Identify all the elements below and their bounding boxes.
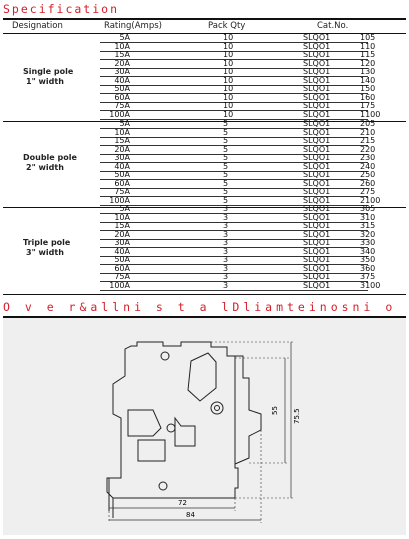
table-row <box>3 223 406 231</box>
rivet-top <box>161 352 169 360</box>
rating-cell: 50A <box>114 170 130 179</box>
rating-cell: 40A <box>114 161 130 171</box>
table-row <box>3 274 406 282</box>
pack-qty-cell: 10 <box>223 92 234 102</box>
pack-qty-cell: 10 <box>223 109 234 119</box>
dimension-drawing-panel <box>3 318 406 535</box>
group-name-line2: 2" width <box>26 163 64 172</box>
dim-label-75-5: 75.5 <box>293 408 301 424</box>
table-row <box>3 138 406 146</box>
dimensions-heading: O v e r&allni s t a lDliamteinosni o <box>3 300 397 314</box>
cat-prefix-cell: SLQO1 <box>303 41 331 51</box>
cat-number-cell: 105 <box>360 33 376 42</box>
cat-number-cell: 275 <box>360 187 376 196</box>
table-row <box>3 240 406 248</box>
toggle-outline <box>188 353 216 401</box>
col-pack-qty: Pack Qty <box>208 21 246 31</box>
table-row <box>3 103 406 111</box>
cat-number-cell: 220 <box>360 144 376 154</box>
breaker-terminal-outline <box>227 356 261 464</box>
group-name-line1: Single pole <box>23 67 74 76</box>
cat-prefix-cell: SLQO1 <box>303 187 331 196</box>
pack-qty-cell: 5 <box>223 144 229 154</box>
cat-prefix-cell: SLQO1 <box>303 204 331 213</box>
cat-number-cell: 210 <box>360 127 376 137</box>
rating-cell: 40A <box>114 75 130 85</box>
col-designation: Designation <box>12 21 63 31</box>
dim-label-72: 72 <box>178 499 187 507</box>
table-row <box>3 35 406 43</box>
cat-number-cell: 160 <box>360 92 376 102</box>
cat-number-cell: 3100 <box>360 280 381 290</box>
pack-qty-cell: 5 <box>223 136 229 145</box>
pack-qty-cell: 10 <box>223 50 234 59</box>
pack-qty-cell: 3 <box>223 212 229 222</box>
pack-qty-cell: 3 <box>223 229 229 239</box>
table-row <box>3 161 406 172</box>
cat-number-cell: 260 <box>360 178 376 188</box>
rating-cell: 75A <box>114 272 130 281</box>
cat-number-cell: 315 <box>360 221 376 230</box>
rating-cell: 60A <box>114 263 130 273</box>
table-row <box>3 75 406 86</box>
pack-qty-cell: 5 <box>223 153 229 162</box>
pack-qty-cell: 10 <box>223 75 234 85</box>
spec-top-rule <box>3 18 406 20</box>
cat-number-cell: 305 <box>360 204 376 213</box>
rating-cell: 30A <box>114 67 130 76</box>
table-row <box>3 212 406 223</box>
pack-qty-cell: 5 <box>223 161 229 171</box>
rating-cell: 20A <box>114 58 130 68</box>
row-underline-cat <box>298 290 368 291</box>
screw-right <box>211 402 223 414</box>
cat-number-cell: 120 <box>360 58 376 68</box>
pack-qty-cell: 10 <box>223 58 234 68</box>
cat-number-cell: 360 <box>360 263 376 273</box>
table-row <box>3 280 406 291</box>
table-row <box>3 86 406 94</box>
group-name-line1: Triple pole <box>23 238 71 247</box>
pack-qty-cell: 5 <box>223 170 229 179</box>
cat-prefix-cell: SLQO1 <box>303 170 331 179</box>
pack-qty-cell: 5 <box>223 195 229 205</box>
pack-qty-cell: 5 <box>223 187 229 196</box>
pack-qty-cell: 10 <box>223 33 234 42</box>
table-row <box>3 257 406 265</box>
table-row <box>3 155 406 163</box>
specification-heading: Specification <box>3 2 120 16</box>
dim-label-84: 84 <box>186 511 195 519</box>
cat-prefix-cell: SLQO1 <box>303 50 331 59</box>
table-row <box>3 69 406 77</box>
breaker-outline-drawing <box>3 318 406 535</box>
rating-cell: 10A <box>114 127 130 137</box>
pack-qty-cell: 5 <box>223 178 229 188</box>
pack-qty-cell: 10 <box>223 41 234 51</box>
pack-qty-cell: 3 <box>223 204 229 213</box>
cat-prefix-cell: SLQO1 <box>303 58 331 68</box>
cat-number-cell: 230 <box>360 153 376 162</box>
group-name-line2: 1" width <box>26 77 64 86</box>
cat-prefix-cell: SLQO1 <box>303 92 331 102</box>
cat-prefix-cell: SLQO1 <box>303 153 331 162</box>
rating-cell: 20A <box>114 144 130 154</box>
rating-cell: 100A <box>109 109 130 119</box>
cat-number-cell: 1100 <box>360 109 381 119</box>
pack-qty-cell: 3 <box>223 255 229 264</box>
pack-qty-cell: 3 <box>223 263 229 273</box>
cat-prefix-cell: SLQO1 <box>303 229 331 239</box>
cat-prefix-cell: SLQO1 <box>303 67 331 76</box>
group-name-line2: 3" width <box>26 248 64 257</box>
cat-number-cell: 240 <box>360 161 376 171</box>
rating-cell: 10A <box>114 212 130 222</box>
cat-number-cell: 250 <box>360 170 376 179</box>
table-row <box>3 109 406 120</box>
table-row <box>3 206 406 214</box>
col-cat-no: Cat.No. <box>317 21 349 31</box>
rating-cell: 60A <box>114 92 130 102</box>
rating-cell: 50A <box>114 255 130 264</box>
table-row <box>3 92 406 103</box>
cat-number-cell: 320 <box>360 229 376 239</box>
screw-right-inner <box>215 406 220 411</box>
row-underline <box>100 119 300 120</box>
table-bottom-rule <box>3 294 406 295</box>
cat-number-cell: 375 <box>360 272 376 281</box>
cat-number-cell: 175 <box>360 101 376 110</box>
cat-number-cell: 130 <box>360 67 376 76</box>
cat-number-cell: 110 <box>360 41 376 51</box>
cat-prefix-cell: SLQO1 <box>303 255 331 264</box>
cat-number-cell: 115 <box>360 50 376 59</box>
rating-cell: 75A <box>114 187 130 196</box>
rating-cell: 15A <box>114 50 130 59</box>
rating-cell: 15A <box>114 221 130 230</box>
rating-cell: 10A <box>114 41 130 51</box>
latch-outline <box>128 410 161 436</box>
cat-prefix-cell: SLQO1 <box>303 127 331 137</box>
pack-qty-cell: 10 <box>223 84 234 93</box>
group-name-line1: Double pole <box>23 153 77 162</box>
cat-prefix-cell: SLQO1 <box>303 221 331 230</box>
cat-prefix-cell: SLQO1 <box>303 109 331 119</box>
cat-number-cell: 205 <box>360 119 376 128</box>
pack-qty-cell: 10 <box>223 101 234 110</box>
pack-qty-cell: 5 <box>223 119 229 128</box>
header-rule <box>3 33 406 34</box>
cat-prefix-cell: SLQO1 <box>303 119 331 128</box>
cat-number-cell: 330 <box>360 238 376 247</box>
table-row <box>3 172 406 180</box>
table-row <box>3 178 406 189</box>
cat-prefix-cell: SLQO1 <box>303 136 331 145</box>
rating-cell: 30A <box>114 153 130 162</box>
cat-number-cell: 310 <box>360 212 376 222</box>
cat-prefix-cell: SLQO1 <box>303 178 331 188</box>
pack-qty-cell: 3 <box>223 246 229 256</box>
table-row <box>3 246 406 257</box>
rating-cell: 75A <box>114 101 130 110</box>
cat-number-cell: 350 <box>360 255 376 264</box>
rating-cell: 5A <box>119 33 130 42</box>
dim-label-55: 55 <box>271 406 279 415</box>
cat-prefix-cell: SLQO1 <box>303 75 331 85</box>
col-rating: Rating(Amps) <box>104 21 162 31</box>
table-row <box>3 41 406 52</box>
rating-cell: 5A <box>119 119 130 128</box>
rating-cell: 5A <box>119 204 130 213</box>
cat-prefix-cell: SLQO1 <box>303 161 331 171</box>
rivet-bottom <box>159 482 167 490</box>
cat-prefix-cell: SLQO1 <box>303 246 331 256</box>
cat-prefix-cell: SLQO1 <box>303 212 331 222</box>
breaker-body-outline <box>107 342 238 498</box>
cat-prefix-cell: SLQO1 <box>303 33 331 42</box>
table-row <box>3 144 406 155</box>
rating-cell: 60A <box>114 178 130 188</box>
cat-prefix-cell: SLQO1 <box>303 195 331 205</box>
table-row <box>3 121 406 129</box>
pack-qty-cell: 3 <box>223 272 229 281</box>
cat-number-cell: 215 <box>360 136 376 145</box>
cat-prefix-cell: SLQO1 <box>303 280 331 290</box>
rating-cell: 40A <box>114 246 130 256</box>
pack-qty-cell: 10 <box>223 67 234 76</box>
table-row <box>3 189 406 197</box>
pack-qty-cell: 3 <box>223 280 229 290</box>
cat-number-cell: 150 <box>360 84 376 93</box>
pack-qty-cell: 3 <box>223 221 229 230</box>
rating-cell: 100A <box>109 195 130 205</box>
rivet-mid <box>167 424 175 432</box>
cat-number-cell: 340 <box>360 246 376 256</box>
rating-cell: 50A <box>114 84 130 93</box>
cat-prefix-cell: SLQO1 <box>303 144 331 154</box>
row-underline <box>100 290 300 291</box>
mechanism-outline <box>175 418 195 446</box>
rating-cell: 100A <box>109 280 130 290</box>
table-row <box>3 263 406 274</box>
table-row <box>3 52 406 60</box>
pack-qty-cell: 5 <box>223 127 229 137</box>
table-row <box>3 58 406 69</box>
cat-prefix-cell: SLQO1 <box>303 238 331 247</box>
rating-cell: 20A <box>114 229 130 239</box>
table-row <box>3 127 406 138</box>
cat-prefix-cell: SLQO1 <box>303 101 331 110</box>
cat-prefix-cell: SLQO1 <box>303 263 331 273</box>
table-row <box>3 229 406 240</box>
cat-number-cell: 140 <box>360 75 376 85</box>
cat-prefix-cell: SLQO1 <box>303 84 331 93</box>
rating-cell: 15A <box>114 136 130 145</box>
pack-qty-cell: 3 <box>223 238 229 247</box>
cat-number-cell: 2100 <box>360 195 381 205</box>
plate-outline <box>138 440 165 461</box>
rating-cell: 30A <box>114 238 130 247</box>
table-row <box>3 195 406 206</box>
cat-prefix-cell: SLQO1 <box>303 272 331 281</box>
